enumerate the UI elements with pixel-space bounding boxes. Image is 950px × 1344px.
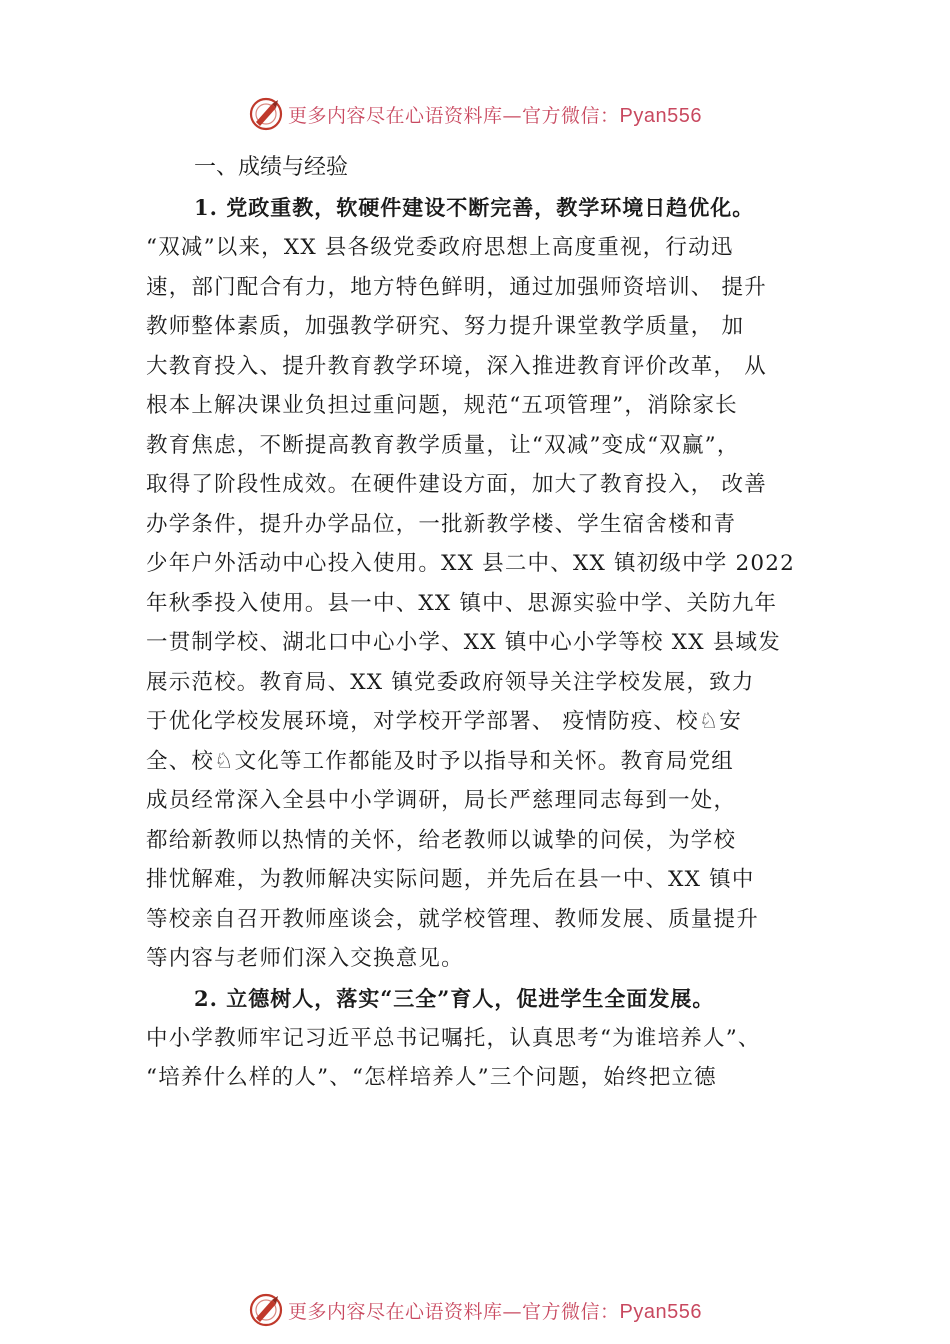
banner-text: [288, 1297, 702, 1324]
paragraph-line: 成员经常深入全县中小学调研，局长严慈理同志每到一处，: [146, 788, 737, 813]
header-banner: [0, 92, 950, 136]
paragraph-line: 等内容与老师们深入交换意见。: [146, 946, 464, 971]
paragraph-line: 大教育投入、提升教育教学环境，深入推进教育评价改革， 从: [146, 353, 767, 379]
paragraph-line: 中小学教师牢记习近平总书记嘱托，认真思考“为谁培养人”、: [146, 1025, 761, 1051]
banner-dash: —: [502, 104, 523, 127]
banner-promo: 更多内容尽在心语资料库: [288, 104, 503, 127]
banner-wechat-handle: Pyan556: [619, 104, 702, 127]
paragraph-line: 少年户外活动中心投入使用。XX 县二中、XX 镇初级中学 2022: [146, 551, 796, 576]
paragraph-line: 办学条件，提升办学品位，一批新教学楼、学生宿舍楼和青: [146, 511, 737, 537]
banner-text: [288, 101, 702, 128]
banner-promo: 更多内容尽在心语资料库: [288, 1300, 503, 1323]
paragraph-line: 一贯制学校、湖北口中心小学、XX 镇中心小学等校 XX 县域发: [146, 630, 781, 655]
paragraph-line: 取得了阶段性成效。在硬件建设方面，加大了教育投入， 改善: [146, 472, 767, 497]
paragraph-line: 展示范校。教育局、XX 镇党委政府领导关注学校发展，致力: [146, 669, 755, 695]
banner-dash: —: [502, 1300, 523, 1323]
banner-wechat-handle: Pyan556: [619, 1300, 702, 1323]
banner-wechat-label: 官方微信：: [522, 104, 620, 127]
paragraph-line: 都给新教师以热情的关怀，给老教师以诚挚的问侯，为学校: [146, 827, 737, 853]
point-2-heading: 2. 立德树人，落实“三全”育人，促进学生全面发展。: [194, 985, 715, 1011]
brand-logo-icon: [248, 96, 284, 132]
point-1-heading: 1. 党政重教，软硬件建设不断完善，教学环境日趋优化。: [194, 195, 755, 220]
document-body: [146, 148, 826, 1098]
point-1-paragraph: [146, 228, 826, 979]
paragraph-line: 排忧解难，为教师解决实际问题，并先后在县一中、XX 镇中: [146, 867, 755, 892]
paragraph-line: 等校亲自召开教师座谈会，就学校管理、教师发展、质量提升: [146, 906, 759, 932]
point-2-paragraph: [146, 1019, 826, 1098]
paragraph-line: 速，部门配合有力，地方特色鲜明，通过加强师资培训、 提升: [146, 274, 767, 300]
section-title: 一、成绩与经验: [194, 155, 349, 180]
paragraph-line: “双减”以来，XX 县各级党委政府思想上高度重视，行动迅: [146, 235, 734, 260]
paragraph-line: 全、校♘文化等工作都能及时予以指导和关怀。教育局党组: [146, 748, 734, 774]
paragraph-line: “培养什么样的人”、“怎样培养人”三个问题，始终把立德: [146, 1065, 717, 1090]
paragraph-line: 教师整体素质，加强教学研究、努力提升课堂教学质量， 加: [146, 314, 745, 339]
paragraph-line: 于优化学校发展环境，对学校开学部署、 疫情防疫、校♘安: [146, 709, 743, 734]
brand-logo-icon: [248, 1292, 284, 1328]
paragraph-line: 年秋季投入使用。县一中、XX 镇中、思源实验中学、关防九年: [146, 590, 778, 616]
paragraph-line: 根本上解决课业负担过重问题，规范“五项管理”，消除家长: [146, 393, 738, 418]
paragraph-line: 教育焦虑，不断提高教育教学质量，让“双减”变成“双赢”，: [146, 432, 740, 458]
footer-banner: [0, 1288, 950, 1332]
banner-wechat-label: 官方微信：: [522, 1300, 620, 1323]
